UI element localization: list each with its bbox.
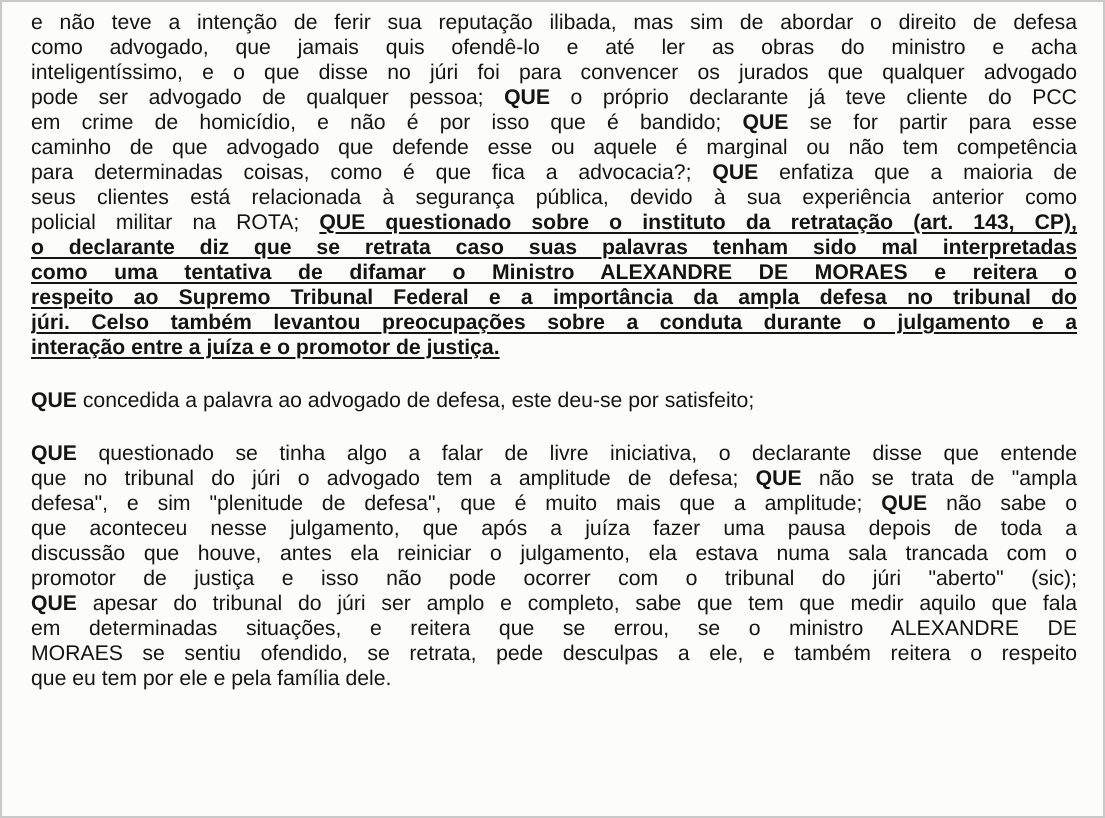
text-segment: para determinadas coisas, como é que fica a advocacia?; xyxy=(31,161,692,184)
underlined-retraction-text: júri. Celso também levantou preocupações sobre a conduta durante o julgamento e a xyxy=(31,311,1077,334)
text-line xyxy=(31,441,1077,466)
text-line: como advogado, que jamais quis ofendê-lo e até ler as obras do ministro e acha xyxy=(31,36,1077,59)
text-line xyxy=(31,160,1077,185)
text-segment: se for partir para esse xyxy=(809,111,1077,134)
text-segment: defesa", e sim "plenitude de defesa", que é muito mais que a amplitude; xyxy=(31,492,863,515)
text-line xyxy=(31,491,1077,516)
underlined-retraction-text: QUE questionado sobre o instituto da retratação (art. 143, CP), xyxy=(319,211,1077,234)
que-keyword: QUE xyxy=(504,86,550,109)
text-line: que eu tem por ele e pela família dele. xyxy=(31,667,392,690)
que-keyword: QUE xyxy=(31,442,77,465)
text-segment: enfatiza que a maioria de xyxy=(779,161,1077,184)
text-line xyxy=(31,185,1077,210)
text-segment: policial militar na ROTA; xyxy=(31,211,300,234)
text-line xyxy=(31,260,1077,285)
text-line xyxy=(31,335,1077,360)
text-segment: apesar do tribunal do júri ser amplo e completo, sabe que tem que medir aquilo que fala xyxy=(92,592,1077,615)
text-segment: pode ser advogado de qualquer pessoa; xyxy=(31,86,484,109)
text-line: MORAES se sentiu ofendido, se retrata, pede desculpas a ele, e também reitera o respeito xyxy=(31,642,1077,665)
text-segment: não se trata de "ampla xyxy=(818,467,1077,490)
que-keyword: QUE xyxy=(755,467,802,490)
text-segment: em crime de homicídio, e não é por isso que é bandido; xyxy=(31,111,722,134)
text-line xyxy=(31,310,1077,335)
text-line: que aconteceu nesse julgamento, que após a juíza fazer uma pausa depois de toda a xyxy=(31,517,1077,540)
text-line xyxy=(31,85,1077,110)
text-line xyxy=(31,110,1077,135)
que-keyword: QUE xyxy=(31,389,77,412)
que-keyword: QUE xyxy=(881,492,928,515)
que-keyword: QUE xyxy=(742,111,789,134)
underlined-retraction-text: interação entre a juíza e o promotor de justiça. xyxy=(31,336,500,359)
text-segment: seus clientes está relacionada à segurança pública, devido à sua experiência anterior como xyxy=(31,186,1077,209)
paragraph-spacer xyxy=(31,413,1077,441)
text-line xyxy=(31,235,1077,260)
underlined-retraction-text: o declarante diz que se retrata caso suas palavras tenham sido mal interpretadas xyxy=(31,236,1077,259)
que-keyword: QUE xyxy=(712,161,759,184)
text-line: discussão que houve, antes ela reiniciar o julgamento, ela estava numa sala trancada com o xyxy=(31,542,1077,565)
text-line xyxy=(31,591,1077,616)
text-line: e não teve a intenção de ferir sua reputação ilibada, mas sim de abordar o direito de defesa xyxy=(31,11,1077,34)
text-line: inteligentíssimo, e o que disse no júri foi para convencer os jurados que qualquer advogado xyxy=(31,61,1077,84)
text-segment: concedida a palavra ao advogado de defesa, este deu-se por satisfeito; xyxy=(82,389,755,412)
text-line xyxy=(31,388,1077,413)
text-line xyxy=(31,210,1077,235)
text-line: caminho de que advogado que defende esse ou aquele é marginal ou não tem competência xyxy=(31,136,1077,159)
text-segment: não sabe o xyxy=(946,492,1077,515)
text-line: promotor de justiça e isso não pode ocorrer com o tribunal do júri "aberto" (sic); xyxy=(31,567,1077,590)
text-line xyxy=(31,285,1077,310)
que-keyword: QUE xyxy=(31,592,77,615)
document-body xyxy=(31,10,1077,691)
underlined-retraction-text: como uma tentativa de difamar o Ministro ALEXANDRE DE MORAES e reitera o xyxy=(31,261,1077,284)
text-line: em determinadas situações, e reitera que se errou, se o ministro ALEXANDRE DE xyxy=(31,617,1077,640)
text-segment: que no tribunal do júri o advogado tem a amplitude de defesa; xyxy=(31,467,739,490)
paragraph-defense-satisfied xyxy=(31,388,1077,413)
paragraph-testimony-continuation xyxy=(31,10,1077,360)
paragraph-spacer xyxy=(31,360,1077,388)
text-segment: o próprio declarante já teve cliente do PCC xyxy=(570,86,1077,109)
text-segment: questionado se tinha algo a falar de livre iniciativa, o declarante disse que entende xyxy=(98,442,1077,465)
underlined-retraction-text: respeito ao Supremo Tribunal Federal e a importância da ampla defesa no tribunal do xyxy=(31,286,1077,309)
text-line xyxy=(31,466,1077,491)
paragraph-free-initiative xyxy=(31,441,1077,691)
